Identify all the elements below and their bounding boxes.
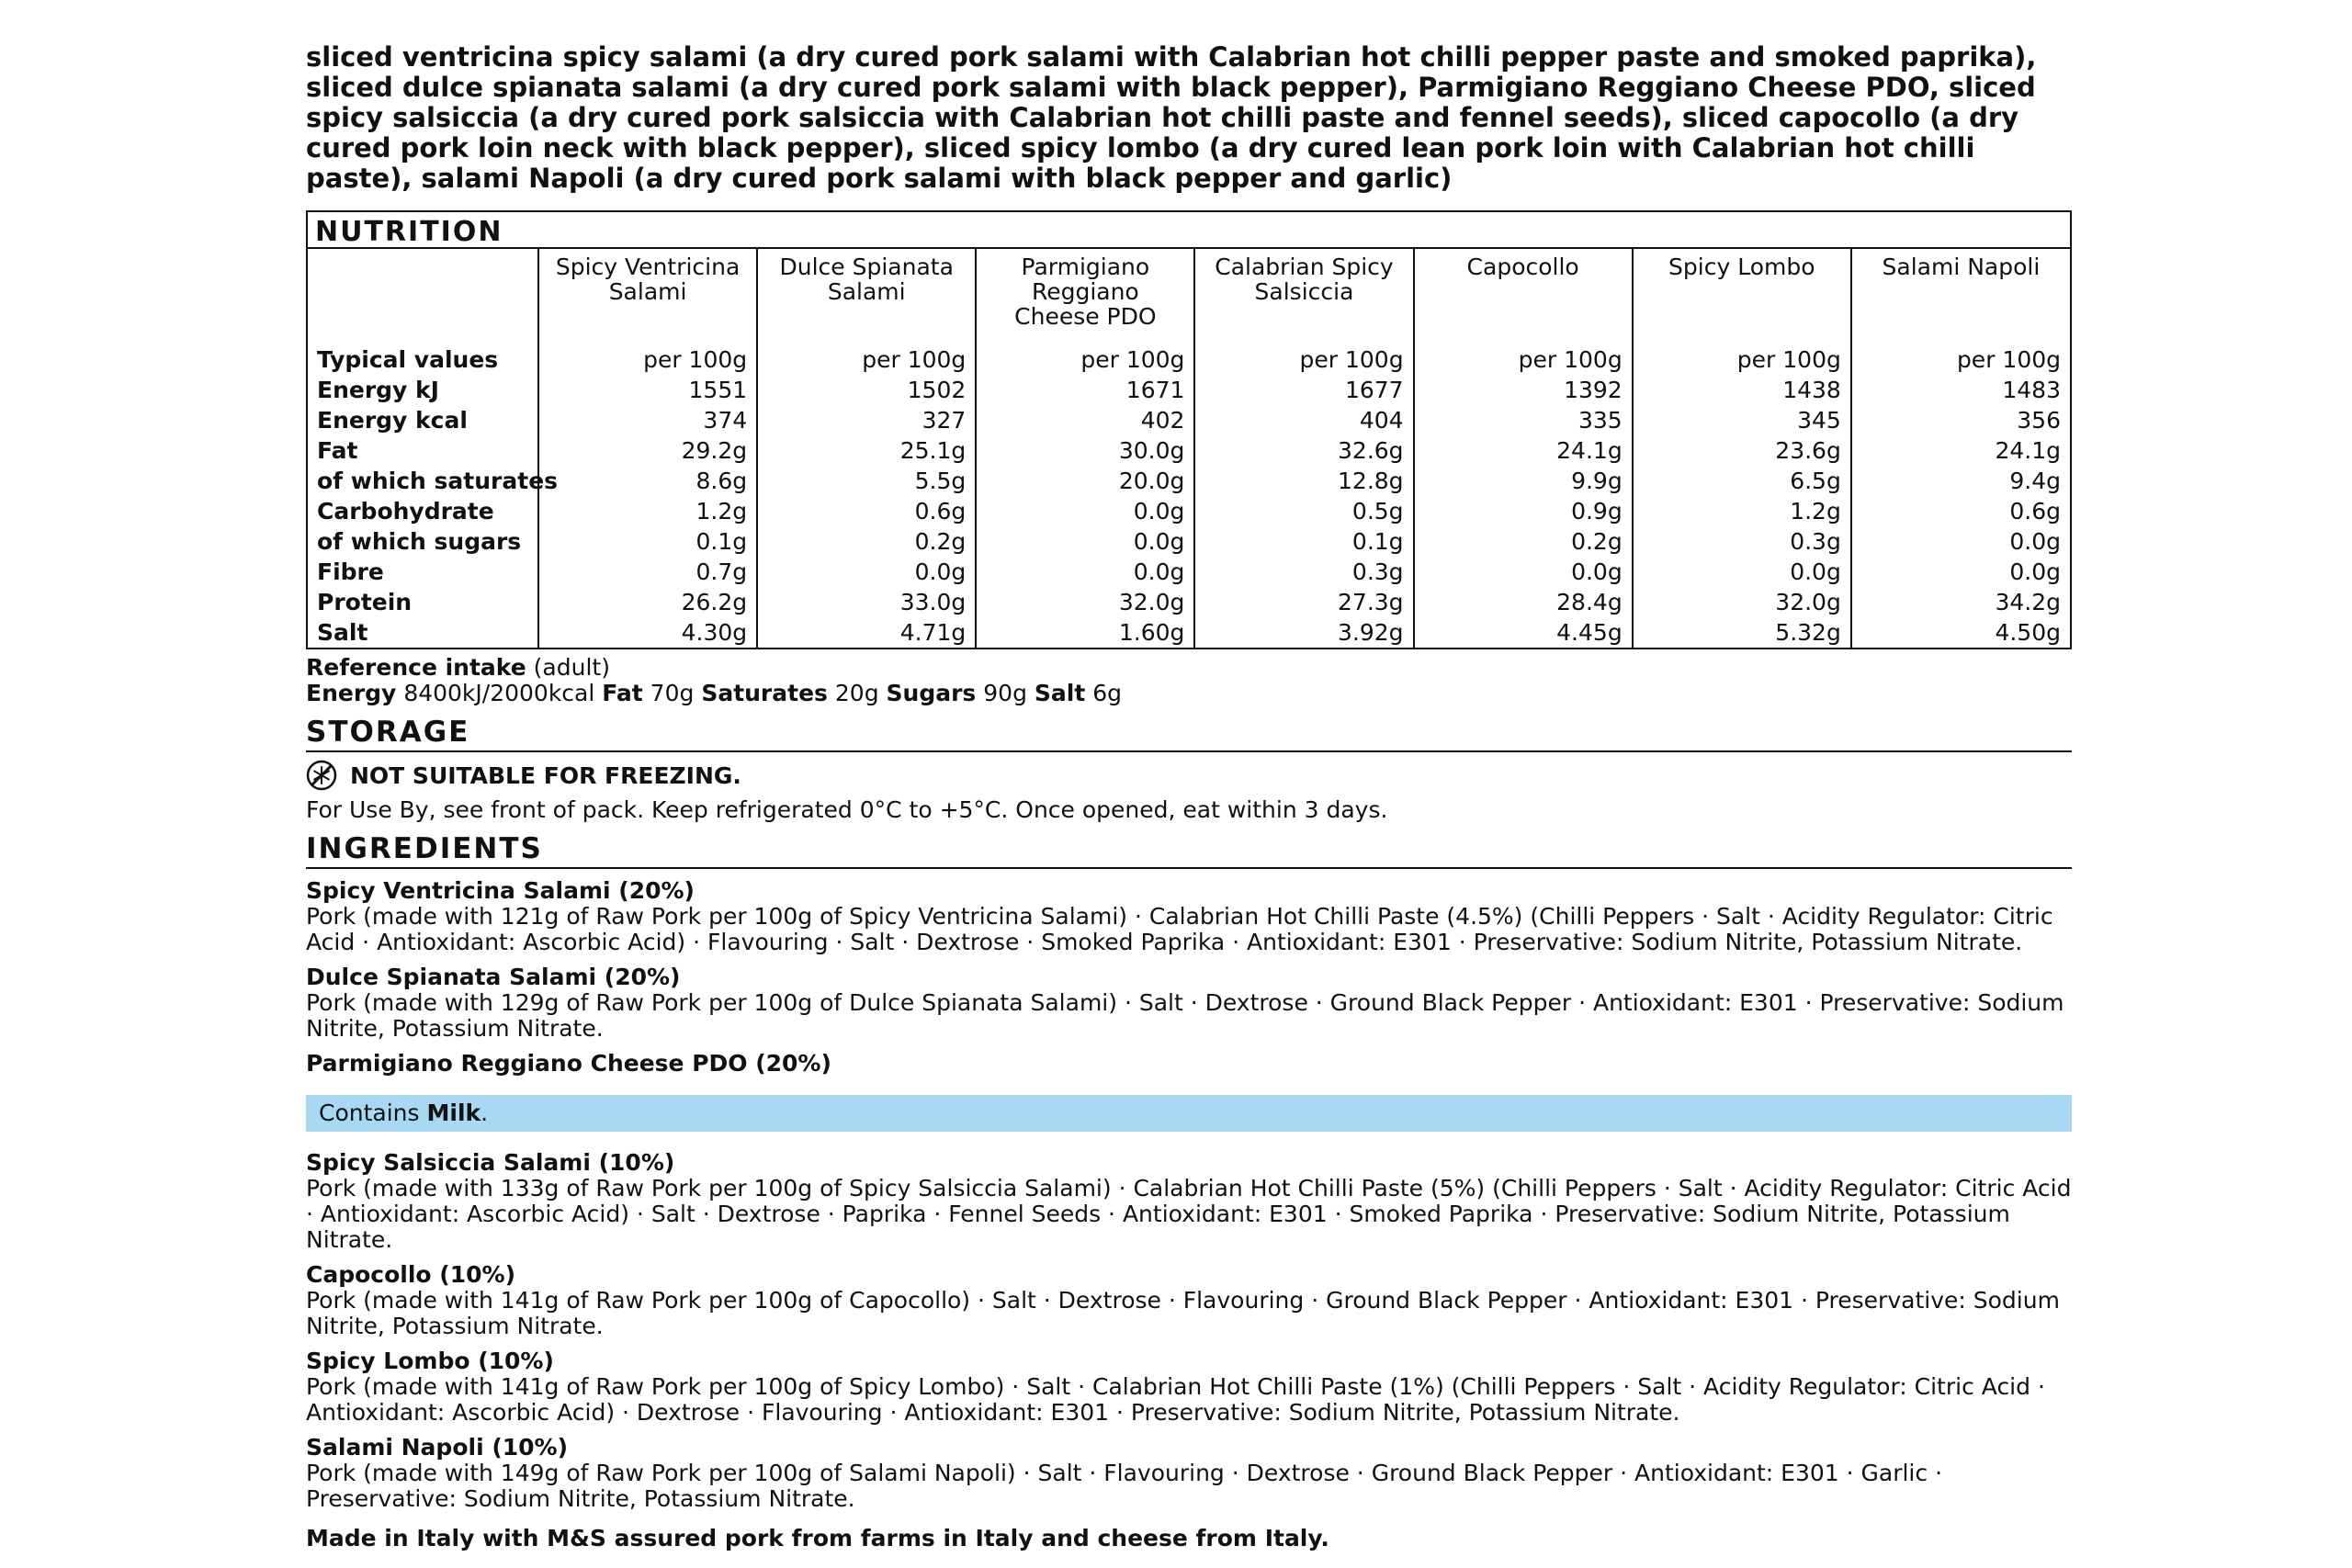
- nutrient-value: 30.0g: [976, 435, 1194, 466]
- ref-salt-value: 6g: [1092, 680, 1123, 706]
- nutrient-label: Typical values: [317, 346, 499, 373]
- nutrient-value: 32.6g: [1194, 435, 1413, 466]
- nutrient-value: 327: [757, 405, 976, 435]
- nutrient-value: 0.0g: [1414, 557, 1633, 587]
- ref-energy-value: 8400kJ/2000kcal: [403, 680, 595, 706]
- nutrient-value: 0.7g: [538, 557, 757, 587]
- label-page: [306, 42, 2072, 1551]
- nutrition-row: [308, 496, 2070, 526]
- ingredient-component-name: Salami Napoli (10%): [306, 1434, 569, 1461]
- nutrition-row: [308, 405, 2070, 435]
- nutrient-value: 1677: [1194, 375, 1413, 405]
- nutrient-value: 5.32g: [1633, 617, 1851, 648]
- nutrient-label: of which sugars: [317, 528, 522, 555]
- nutrition-row: [308, 587, 2070, 617]
- nutrient-value: per 100g: [1414, 344, 1633, 375]
- nutrient-value: 1392: [1414, 375, 1633, 405]
- reference-intake: [306, 655, 2072, 706]
- nutrient-label: Carbohydrate: [317, 498, 494, 525]
- nutrition-title: NUTRITION: [308, 212, 2070, 249]
- ingredient-component-text: Pork (made with 129g of Raw Pork per 100g of Dulce Spianata Salami) · Salt · Dextrose · Ground Black Pepper · Antioxidant: E301 · Preservative: Sodium Nitrite, Potassium Nitrate.: [306, 989, 2064, 1042]
- col-header: Spicy Lombo: [1633, 249, 1851, 344]
- col-header: Capocollo: [1414, 249, 1633, 344]
- storage-instructions: For Use By, see front of pack. Keep refrigerated 0°C to +5°C. Once opened, eat within 3 days.: [306, 796, 1388, 823]
- nutrient-value: 4.50g: [1851, 617, 2070, 648]
- header-blank: [308, 249, 538, 344]
- nutrient-value: per 100g: [1633, 344, 1851, 375]
- nutrient-value: 0.1g: [1194, 526, 1413, 557]
- nutrient-value: 0.2g: [1414, 526, 1633, 557]
- nutrient-value: 374: [538, 405, 757, 435]
- ref-qualifier: (adult): [533, 654, 610, 681]
- nutrient-label: of which saturates: [317, 468, 559, 494]
- ingredient-component-name: Spicy Ventricina Salami (20%): [306, 877, 695, 904]
- nutrient-value: 1671: [976, 375, 1194, 405]
- nutrient-value: 4.30g: [538, 617, 757, 648]
- col-header: Salami Napoli: [1851, 249, 2070, 344]
- nutrient-value: 1438: [1633, 375, 1851, 405]
- nutrient-value: 9.9g: [1414, 466, 1633, 496]
- nutrition-row: [308, 466, 2070, 496]
- allergen-word: Milk: [426, 1100, 481, 1126]
- nutrient-value: 1.60g: [976, 617, 1194, 648]
- nutrient-value: 1502: [757, 375, 976, 405]
- ref-sugars-label: Sugars: [886, 680, 977, 706]
- nutrient-value: 1.2g: [1633, 496, 1851, 526]
- col-header: Calabrian Spicy Salsiccia: [1194, 249, 1413, 344]
- nutrient-value: 404: [1194, 405, 1413, 435]
- nutrient-value: 4.45g: [1414, 617, 1633, 648]
- col-header: Spicy Ventricina Salami: [538, 249, 757, 344]
- allergen-prefix: Contains: [319, 1100, 420, 1126]
- allergen-suffix: .: [481, 1100, 489, 1126]
- nutrient-value: 33.0g: [757, 587, 976, 617]
- allergen-banner: [306, 1095, 2072, 1132]
- ingredient-component-name: Dulce Spianata Salami (20%): [306, 964, 681, 990]
- nutrient-value: 32.0g: [976, 587, 1194, 617]
- product-description: sliced ventricina spicy salami (a dry cured pork salami with Calabrian hot chilli pepper paste and smoked paprika), sliced dulce spianata salami (a dry cured pork salami with black pepper), Parmigiano Reggiano Cheese PDO, sliced spicy salsiccia (a dry cured pork salsiccia with Calabrian hot chilli paste and fennel seeds), sliced capocollo (a dry cured pork loin neck with black pepper), sliced spicy lombo (a dry cured lean pork loin with Calabrian hot chilli paste), salami Napoli (a dry cured pork salami with black pepper and garlic): [306, 41, 2037, 194]
- nutrient-value: 1.2g: [538, 496, 757, 526]
- ingredient-component-text: Pork (made with 133g of Raw Pork per 100g of Spicy Salsiccia Salami) · Calabrian Hot Chilli Paste (5%) (Chilli Peppers · Salt · Acidity Regulator: Citric Acid · Antioxidant: Ascorbic Acid) · Salt · Dextrose · Paprika · Fennel Seeds · Antioxidant: E301 · Smoked Paprika · Preservative: Sodium Nitrite, Potassium Nitrate.: [306, 1175, 2072, 1253]
- nutrient-value: 0.6g: [757, 496, 976, 526]
- nutrient-value: 8.6g: [538, 466, 757, 496]
- nutrient-value: 0.0g: [1851, 526, 2070, 557]
- nutrient-value: 32.0g: [1633, 587, 1851, 617]
- nutrition-row: [308, 557, 2070, 587]
- nutrient-value: per 100g: [1194, 344, 1413, 375]
- ingredient-component-name: Parmigiano Reggiano Cheese PDO (20%): [306, 1050, 831, 1077]
- nutrient-value: 0.3g: [1633, 526, 1851, 557]
- nutrient-value: 4.71g: [757, 617, 976, 648]
- ingredient-component-text: Pork (made with 149g of Raw Pork per 100g of Salami Napoli) · Salt · Flavouring · Dextrose · Ground Black Pepper · Antioxidant: E301 · Garlic · Preservative: Sodium Nitrite, Potassium Nitrate.: [306, 1460, 1943, 1512]
- nutrition-row: [308, 435, 2070, 466]
- ref-sugars-value: 90g: [983, 680, 1027, 706]
- nutrient-label: Fat: [317, 437, 358, 464]
- ingredients-list-a: [306, 878, 2072, 1077]
- nutrient-value: per 100g: [976, 344, 1194, 375]
- freezing-warning: [306, 760, 2072, 791]
- origin-statement: Made in Italy with M&S assured pork from farms in Italy and cheese from Italy.: [306, 1525, 1329, 1551]
- nutrient-value: 335: [1414, 405, 1633, 435]
- ingredient-component-text: Pork (made with 141g of Raw Pork per 100g of Spicy Lombo) · Salt · Calabrian Hot Chilli Paste (1%) (Chilli Peppers · Salt · Acidity Regulator: Citric Acid · Antioxidant: Ascorbic Acid) · Dextrose · Flavouring · Antioxidant: E301 · Preservative: Sodium Nitrite, Potassium Nitrate.: [306, 1373, 2045, 1426]
- nutrient-value: 0.1g: [538, 526, 757, 557]
- nutrient-value: 34.2g: [1851, 587, 2070, 617]
- nutrient-value: 0.0g: [1633, 557, 1851, 587]
- nutrient-value: 9.4g: [1851, 466, 2070, 496]
- col-header: Parmigiano Reggiano Cheese PDO: [976, 249, 1194, 344]
- nutrient-value: 402: [976, 405, 1194, 435]
- col-header: Dulce Spianata Salami: [757, 249, 976, 344]
- nutrition-table: [308, 249, 2070, 648]
- nutrient-label: Energy kJ: [317, 377, 439, 403]
- nutrient-value: 0.0g: [976, 557, 1194, 587]
- nutrient-value: 29.2g: [538, 435, 757, 466]
- nutrition-row: [308, 526, 2070, 557]
- nutrition-row: [308, 617, 2070, 648]
- ingredient-component-text: Pork (made with 121g of Raw Pork per 100g of Spicy Ventricina Salami) · Calabrian Hot Chilli Paste (4.5%) (Chilli Peppers · Salt · Acidity Regulator: Citric Acid · Antioxidant: Ascorbic Acid) · Flavouring · Salt · Dextrose · Smoked Paprika · Antioxidant: E301 · Preservative: Sodium Nitrite, Potassium Nitrate.: [306, 903, 2053, 955]
- ingredient-component-text: Pork (made with 141g of Raw Pork per 100g of Capocollo) · Salt · Dextrose · Flavouring · Ground Black Pepper · Antioxidant: E301 · Preservative: Sodium Nitrite, Potassium Nitrate.: [306, 1287, 2060, 1339]
- nutrient-value: 0.0g: [976, 526, 1194, 557]
- ingredient-component-name: Spicy Salsiccia Salami (10%): [306, 1149, 675, 1176]
- nutrient-value: 6.5g: [1633, 466, 1851, 496]
- nutrient-value: 28.4g: [1414, 587, 1633, 617]
- nutrient-value: 24.1g: [1851, 435, 2070, 466]
- nutrient-label: Protein: [317, 589, 413, 615]
- freezing-text: NOT SUITABLE FOR FREEZING.: [350, 761, 741, 789]
- nutrient-value: 0.0g: [1851, 557, 2070, 587]
- ingredients-title: INGREDIENTS: [306, 832, 2072, 869]
- nutrient-value: per 100g: [1851, 344, 2070, 375]
- nutrient-value: per 100g: [757, 344, 976, 375]
- nutrition-row: [308, 375, 2070, 405]
- nutrition-row: [308, 344, 2070, 375]
- nutrient-value: 356: [1851, 405, 2070, 435]
- ref-label: Reference intake: [306, 654, 526, 681]
- nutrient-value: 0.0g: [757, 557, 976, 587]
- nutrient-value: 27.3g: [1194, 587, 1413, 617]
- nutrient-value: per 100g: [538, 344, 757, 375]
- ref-salt-label: Salt: [1034, 680, 1086, 706]
- nutrient-value: 0.2g: [757, 526, 976, 557]
- ref-fat-value: 70g: [650, 680, 695, 706]
- nutrient-label: Salt: [317, 619, 368, 646]
- ref-saturates-label: Saturates: [701, 680, 828, 706]
- ingredient-component-name: Capocollo (10%): [306, 1261, 515, 1288]
- ref-fat-label: Fat: [602, 680, 643, 706]
- nutrient-value: 345: [1633, 405, 1851, 435]
- storage-title: STORAGE: [306, 716, 2072, 752]
- nutrient-value: 0.5g: [1194, 496, 1413, 526]
- no-freezing-icon: [306, 760, 337, 791]
- nutrient-value: 24.1g: [1414, 435, 1633, 466]
- nutrient-value: 3.92g: [1194, 617, 1413, 648]
- nutrient-label: Fibre: [317, 558, 384, 585]
- nutrient-value: 12.8g: [1194, 466, 1413, 496]
- nutrient-value: 0.0g: [976, 496, 1194, 526]
- ref-saturates-value: 20g: [834, 680, 879, 706]
- nutrient-value: 0.6g: [1851, 496, 2070, 526]
- nutrient-value: 1551: [538, 375, 757, 405]
- nutrient-value: 25.1g: [757, 435, 976, 466]
- nutrient-value: 5.5g: [757, 466, 976, 496]
- nutrient-value: 20.0g: [976, 466, 1194, 496]
- nutrient-value: 1483: [1851, 375, 2070, 405]
- nutrient-value: 23.6g: [1633, 435, 1851, 466]
- nutrient-value: 0.3g: [1194, 557, 1413, 587]
- ingredient-component-name: Spicy Lombo (10%): [306, 1348, 554, 1374]
- nutrient-value: 26.2g: [538, 587, 757, 617]
- nutrition-header-row: [308, 249, 2070, 344]
- ingredients-list-b: [306, 1150, 2072, 1512]
- nutrient-label: Energy kcal: [317, 407, 468, 434]
- nutrient-value: 0.9g: [1414, 496, 1633, 526]
- ref-energy-label: Energy: [306, 680, 397, 706]
- nutrition-table-box: [306, 210, 2072, 649]
